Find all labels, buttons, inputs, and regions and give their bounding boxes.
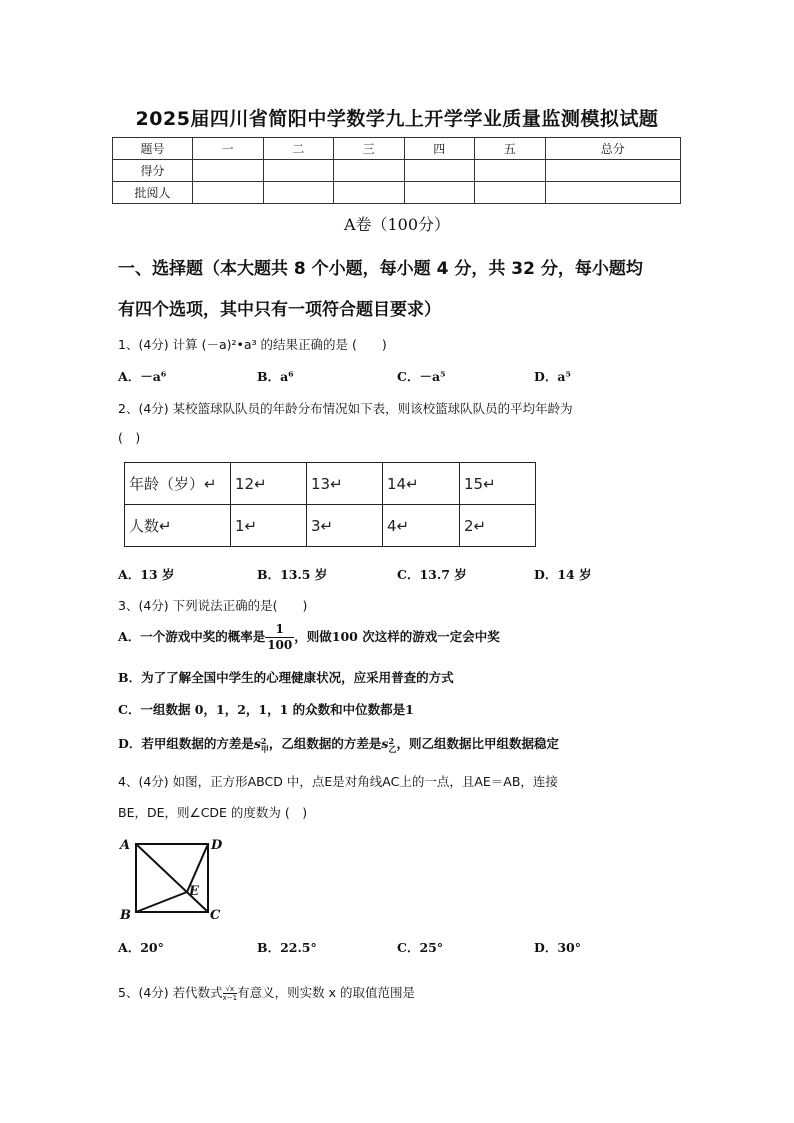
age-table-cell: 年龄（岁）↵ (125, 463, 231, 505)
question-4-option-a[interactable]: A．20° (118, 940, 164, 955)
question-1-option-a[interactable]: A．－a⁶ (118, 369, 167, 384)
q3-option-a-text: A．一个游戏中奖的概率是 (118, 629, 266, 644)
score-cell[interactable] (193, 182, 264, 204)
score-header-cell: 三 (334, 138, 405, 160)
score-cell[interactable] (263, 160, 334, 182)
fraction-denominator: x−1 (222, 994, 238, 1002)
score-cell[interactable] (263, 182, 334, 204)
score-row-label: 得分 (113, 160, 193, 182)
score-header-cell: 五 (475, 138, 546, 160)
age-table-cell: 2↵ (460, 505, 536, 547)
age-table-cell: 1↵ (231, 505, 307, 547)
vertex-label-c: C (210, 908, 221, 923)
vertex-label-e: E (189, 884, 199, 899)
score-cell[interactable] (545, 160, 681, 182)
score-header-cell: 题号 (113, 138, 193, 160)
score-cell[interactable] (404, 182, 475, 204)
question-1-option-d[interactable]: D．a⁵ (534, 369, 571, 384)
part1-heading-line1: 一、选择题（本大题共 8 个小题，每小题 4 分，共 32 分，每小题均 (118, 259, 643, 279)
score-cell[interactable] (404, 160, 475, 182)
question-2-option-c[interactable]: C．13.7 岁 (397, 567, 467, 582)
score-cell[interactable] (334, 160, 405, 182)
age-distribution-table (124, 462, 536, 547)
score-cell[interactable] (475, 182, 546, 204)
question-3-option-c[interactable]: C．一组数据 0，1，2，1，1 的众数和中位数都是1 (118, 702, 414, 717)
question-4-option-c[interactable]: C．25° (397, 940, 444, 955)
vertex-label-d: D (211, 838, 223, 853)
question-3-option-b[interactable]: B．为了了解全国中学生的心理健康状况，应采用普查的方式 (118, 670, 454, 685)
vertex-label-a: A (120, 838, 131, 853)
question-2-option-a[interactable]: A．13 岁 (118, 567, 175, 582)
variance-superscript: 2 (388, 735, 395, 746)
page-title: 2025届四川省简阳中学数学九上开学学业质量监测模拟试题 (135, 108, 659, 130)
question-3-option-a[interactable] (118, 622, 500, 653)
q3-option-d-text: D．若甲组数据的方差是 (118, 736, 254, 751)
vertex-label-b: B (120, 908, 131, 923)
score-header-cell: 二 (263, 138, 334, 160)
score-table-header-row (113, 138, 681, 160)
q5-stem-text: 5、(4分) 若代数式 (118, 985, 223, 1000)
q3-option-d-text: ，乙组数据的方差是 (268, 736, 382, 751)
age-table-cell: 12↵ (231, 463, 307, 505)
age-table-cell: 14↵ (383, 463, 460, 505)
fraction-numerator: √x (223, 985, 237, 994)
q3-option-d-text: ，则乙组数据比甲组数据稳定 (396, 736, 559, 751)
fraction-denominator: 100 (267, 638, 293, 652)
score-cell[interactable] (475, 160, 546, 182)
variance-symbol: s (253, 736, 261, 751)
fraction-numerator: 1 (265, 622, 294, 638)
variance-superscript: 2 (260, 735, 267, 746)
score-table-row (113, 182, 681, 204)
question-2-option-d[interactable]: D．14 岁 (534, 567, 592, 582)
age-table-cell: 人数↵ (125, 505, 231, 547)
question-1-option-b[interactable]: B．a⁶ (257, 369, 294, 384)
variance-subscript: 甲 (260, 743, 269, 754)
variance-symbol: s (381, 736, 389, 751)
score-row-label: 批阅人 (113, 182, 193, 204)
age-table-cell: 13↵ (307, 463, 383, 505)
variance-script (261, 737, 269, 753)
question-4-option-b[interactable]: B．22.5° (257, 940, 317, 955)
age-table-row (125, 505, 536, 547)
question-2-stem-paren: ( ) (118, 430, 141, 445)
score-header-cell: 一 (193, 138, 264, 160)
question-2-stem: 2、(4分) 某校篮球队队员的年龄分布情况如下表，则该校篮球队队员的平均年龄为 (118, 401, 573, 416)
question-3-option-d[interactable] (118, 734, 559, 753)
question-2-option-b[interactable]: B．13.5 岁 (257, 567, 328, 582)
question-3-stem: 3、(4分) 下列说法正确的是( ) (118, 598, 308, 613)
q3-option-a-text: ，则做100 次这样的游戏一定会中奖 (294, 629, 500, 644)
question-5-stem (118, 983, 415, 1002)
question-4-stem: 4、(4分) 如图，正方形ABCD 中，点E是对角线AC上的一点，且AE＝AB，连接 (118, 774, 558, 789)
fraction (223, 985, 237, 1002)
age-table-cell: 15↵ (460, 463, 536, 505)
segment-be (136, 892, 187, 912)
variance-subscript: 乙 (388, 743, 397, 754)
score-table-row (113, 160, 681, 182)
part1-heading-line2: 有四个选项，其中只有一项符合题目要求） (118, 300, 441, 320)
q5-stem-text: 有意义，则实数 x 的取值范围是 (237, 985, 415, 1000)
question-4-option-d[interactable]: D．30° (534, 940, 581, 955)
section-a-heading: A卷（100分） (343, 215, 451, 234)
question-1-option-c[interactable]: C．－a⁵ (397, 369, 446, 384)
age-table-row (125, 463, 536, 505)
score-cell[interactable] (545, 182, 681, 204)
age-table-cell: 3↵ (307, 505, 383, 547)
fraction (265, 622, 294, 653)
question-1-stem: 1、(4分) 计算 (－a)²•a³ 的结果正确的是 ( ) (118, 337, 387, 352)
square-figure (118, 834, 228, 924)
score-cell[interactable] (193, 160, 264, 182)
score-header-cell: 总分 (545, 138, 681, 160)
diagonal-ac (136, 844, 208, 912)
score-cell[interactable] (334, 182, 405, 204)
age-table-cell: 4↵ (383, 505, 460, 547)
score-table (112, 137, 681, 204)
score-header-cell: 四 (404, 138, 475, 160)
question-4-stem-line2: BE，DE，则∠CDE 的度数为 ( ) (118, 805, 308, 820)
